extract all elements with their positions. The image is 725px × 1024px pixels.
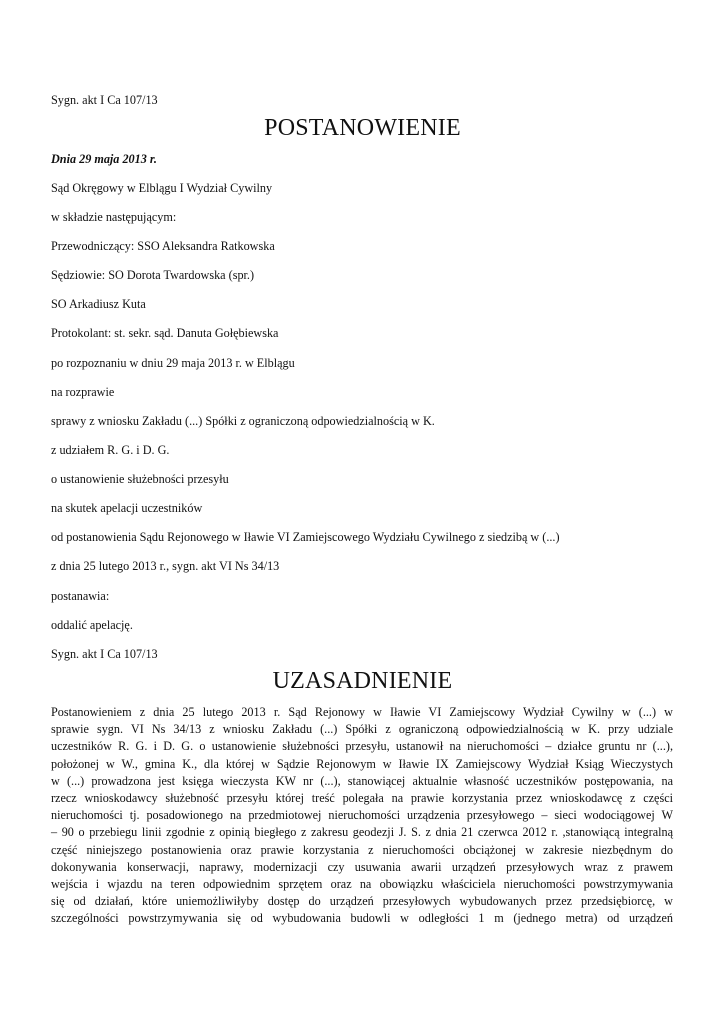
composition-label: w składzie następującym:	[51, 210, 177, 224]
paragraph-line: dokonywania konserwacji, naprawy, modernizacji czy usuwania awarii urządzeń przesyłowych wraz z prawem	[51, 859, 673, 874]
ruling-label: postanawia:	[51, 589, 110, 603]
paragraph-line: się od działań, które uniemożliwiłyby dostęp do urządzeń przesyłowych wybudowanych przez przedsiębiorcę, w	[51, 894, 673, 909]
paragraph-line: uczestników R. G. i D. G. o ustanowienie służebności przesyłu, ustanowił na nieruchomości – działce gruntu nr (...),	[51, 739, 673, 754]
paragraph-line: – 90 o przebiegu linii zgodnie z opinią biegłego z zakresu geodezji J. S. z dnia 21 czerwca 2012 r. ,stanowiącą integralną	[51, 825, 673, 840]
clerk: Protokolant: st. sekr. sąd. Danuta Gołębiewska	[51, 326, 279, 340]
paragraph-line: sprawie sygn. VI Ns 34/13 z wniosku Zakładu (...) Spółki z ograniczoną odpowiedzialnością w K. przy udziale	[51, 722, 673, 737]
case-number-top: Sygn. akt I Ca 107/13	[51, 93, 158, 107]
hearing-date: po rozpoznaniu w dniu 29 maja 2013 r. w Elblągu	[51, 356, 295, 370]
paragraph-line: w (...) prowadzona jest księga wieczysta KW nr (...), stanowiącej aktualnie własność uczestników postępowania, na	[51, 773, 673, 788]
participants: z udziałem R. G. i D. G.	[51, 443, 170, 457]
paragraph-line: wejścia i wjazdu na teren odpowiednim sprzętem oraz na obowiązku właściciela nieruchomości powstrzymywania	[51, 876, 673, 891]
paragraph-line: nieruchomości tj. posadowionego na przedmiotowej nieruchomości urządzenia przesyłowego – sieci wodociągowej W	[51, 808, 673, 823]
decision-date: Dnia 29 maja 2013 r.	[51, 152, 157, 166]
paragraph-line: część niniejszego postanowienia oraz prawie korzystania z nieruchomości obciążonej w zakresie niezbędnym do	[51, 842, 673, 857]
justification-paragraph	[51, 704, 673, 927]
appealed-decision-date: z dnia 25 lutego 2013 r., sygn. akt VI Ns 34/13	[51, 559, 280, 573]
presiding-judge: Przewodniczący: SSO Aleksandra Ratkowska	[51, 239, 275, 253]
paragraph-line: Postanowieniem z dnia 25 lutego 2013 r. Sąd Rejonowy w Iławie VI Zamiejscowy Wydział Cywilny w (...) w	[51, 705, 673, 719]
case-subject-applicant: sprawy z wniosku Zakładu (...) Spółki z ograniczoną odpowiedzialnością w K.	[51, 414, 435, 428]
title-decision: POSTANOWIENIE	[264, 115, 461, 141]
judge-second: SO Arkadiusz Kuta	[51, 297, 146, 311]
appeal-basis: na skutek apelacji uczestników	[51, 501, 203, 515]
court-name: Sąd Okręgowy w Elblągu I Wydział Cywilny	[51, 181, 273, 195]
title-justification: UZASADNIENIE	[272, 668, 453, 694]
paragraph-line: szczególności powstrzymywania się od wybudowania budowli w odległości 1 m (jednego metra) od urządzeń	[51, 911, 673, 926]
judges: Sędziowie: SO Dorota Twardowska (spr.)	[51, 268, 255, 282]
paragraph-line: położonej w W., gmina K., dla której w Sądzie Rejonowym w Iławie IX Zamiejscowy Wydział Ksiąg Wieczystych	[51, 756, 673, 771]
hearing-type: na rozprawie	[51, 385, 115, 399]
appealed-decision-court: od postanowienia Sądu Rejonowego w Iławie VI Zamiejscowego Wydziału Cywilnego z siedzibą w (...)	[51, 530, 560, 544]
case-number-justification: Sygn. akt I Ca 107/13	[51, 647, 158, 661]
ruling-text: oddalić apelację.	[51, 618, 133, 632]
paragraph-line: rzecz wnioskodawcy służebność przesyłu której treść polegała na prawie korzystania przez wnioskodawcę z części	[51, 790, 673, 805]
case-matter: o ustanowienie służebności przesyłu	[51, 472, 229, 486]
